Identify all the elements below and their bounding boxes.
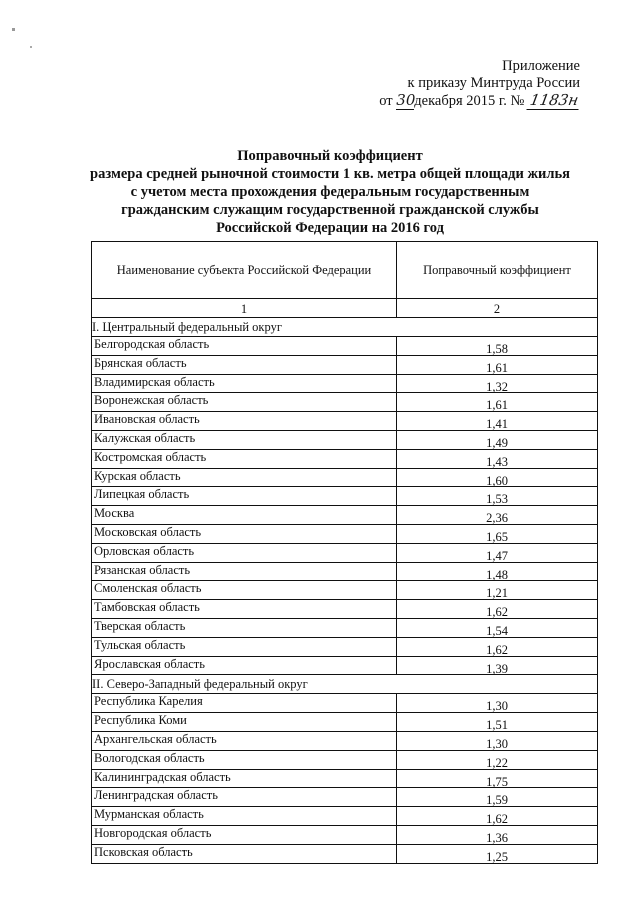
coefficient-value: 1,75 xyxy=(486,774,508,789)
region-name: Воронежская область xyxy=(92,393,397,411)
table-row xyxy=(92,336,597,355)
column-number-2: 2 xyxy=(493,302,501,316)
table-row xyxy=(92,769,597,788)
table-row xyxy=(92,449,597,468)
region-name: Брянская область xyxy=(92,356,397,374)
header-coefficient: Поправочный коэффициент xyxy=(423,262,571,277)
region-name: Ивановская область xyxy=(92,412,397,430)
coefficient-value: 1,21 xyxy=(486,586,508,601)
region-name: Рязанская область xyxy=(92,563,397,581)
coefficient-value: 1,62 xyxy=(486,642,508,657)
column-number-1: 1 xyxy=(92,299,397,317)
table-row xyxy=(92,656,597,675)
region-name: Орловская область xyxy=(92,544,397,562)
table-row xyxy=(92,392,597,411)
header-region-name: Наименование субъекта Российской Федерации xyxy=(92,242,397,298)
region-name: Псковская область xyxy=(92,845,397,863)
table-column-numbers-row xyxy=(92,298,597,317)
title-line-5: Российской Федерации на 2016 год xyxy=(216,220,444,236)
region-name: Калужская область xyxy=(92,431,397,449)
scan-speck xyxy=(30,46,32,48)
region-name: Курская область xyxy=(92,469,397,487)
coefficient-value: 1,60 xyxy=(486,473,508,488)
region-name: Тверская область xyxy=(92,619,397,637)
coefficient-value: 1,47 xyxy=(486,548,508,563)
annex-order-ref: к приказу Минтруда России xyxy=(407,75,580,91)
region-name: Вологодская область xyxy=(92,751,397,769)
table-row xyxy=(92,524,597,543)
table-row xyxy=(92,787,597,806)
coefficient-value: 1,49 xyxy=(486,435,508,450)
table-row xyxy=(92,731,597,750)
region-name: Тамбовская область xyxy=(92,600,397,618)
coefficient-value: 1,39 xyxy=(486,661,508,676)
table-row xyxy=(92,580,597,599)
table-row xyxy=(92,430,597,449)
coefficient-value: 1,65 xyxy=(486,529,508,544)
table-row xyxy=(92,411,597,430)
table-row xyxy=(92,618,597,637)
title-line-2: размера средней рыночной стоимости 1 кв. метра общей площади жилья xyxy=(90,166,570,182)
coefficient-value: 1,30 xyxy=(486,736,508,751)
coefficient-value: 1,32 xyxy=(486,379,508,394)
date-rest: декабря 2015 г. № xyxy=(414,93,525,109)
region-name: Тульская область xyxy=(92,638,397,656)
region-name: Ярославская область xyxy=(92,657,397,675)
table-row xyxy=(92,806,597,825)
region-name: Ленинградская область xyxy=(92,788,397,806)
region-name: Новгородская область xyxy=(92,826,397,844)
coefficient-value: 1,36 xyxy=(486,830,508,845)
region-name: Смоленская область xyxy=(92,581,397,599)
region-name: Белгородская область xyxy=(92,337,397,355)
region-name: Москва xyxy=(92,506,397,524)
table-row xyxy=(92,844,597,863)
coefficient-value: 1,61 xyxy=(486,360,508,375)
coefficient-value: 1,22 xyxy=(486,755,508,770)
table-row xyxy=(92,505,597,524)
table-row xyxy=(92,374,597,393)
table-row xyxy=(92,693,597,712)
scan-speck xyxy=(12,28,15,31)
table-row xyxy=(92,355,597,374)
handwritten-order-number: 1183н xyxy=(526,92,581,110)
section-header: II. Северо-Западный федеральный округ xyxy=(92,674,597,693)
coefficient-value: 2,36 xyxy=(486,511,508,526)
region-name: Костромская область xyxy=(92,450,397,468)
coefficient-value: 1,30 xyxy=(486,699,508,714)
region-name: Мурманская область xyxy=(92,807,397,825)
coefficient-value: 1,48 xyxy=(486,567,508,582)
region-name: Московская область xyxy=(92,525,397,543)
region-name: Архангельская область xyxy=(92,732,397,750)
title-line-1: Поправочный коэффициент xyxy=(237,148,423,164)
annex-date-line xyxy=(379,92,580,110)
coefficient-value: 1,59 xyxy=(486,793,508,808)
title-line-3: с учетом места прохождения федеральным государственным xyxy=(130,184,530,200)
coefficient-value: 1,62 xyxy=(486,605,508,620)
table-row xyxy=(92,543,597,562)
table-row xyxy=(92,750,597,769)
coefficient-value: 1,51 xyxy=(486,718,508,733)
title-line-4: гражданским служащим государственной гражданской службы xyxy=(121,202,539,218)
coefficient-value: 1,53 xyxy=(486,492,508,507)
date-prefix: от xyxy=(379,93,393,109)
coefficient-value: 1,25 xyxy=(486,849,508,864)
document-title xyxy=(70,147,590,237)
table-row xyxy=(92,712,597,731)
section-header: I. Центральный федеральный округ xyxy=(92,317,597,336)
coefficient-value: 1,62 xyxy=(486,812,508,827)
table-row xyxy=(92,637,597,656)
coefficient-table xyxy=(91,241,598,864)
handwritten-date-day: 30 xyxy=(396,91,416,109)
coefficient-value: 1,58 xyxy=(486,342,508,356)
coefficient-value: 1,54 xyxy=(486,623,508,638)
annex-block xyxy=(379,58,580,110)
coefficient-value: 1,41 xyxy=(486,417,508,432)
region-name: Владимирская область xyxy=(92,375,397,393)
table-header-row xyxy=(92,242,597,298)
region-name: Республика Коми xyxy=(92,713,397,731)
region-name: Республика Карелия xyxy=(92,694,397,712)
table-row xyxy=(92,599,597,618)
region-name: Калининградская область xyxy=(92,770,397,788)
annex-label: Приложение xyxy=(502,58,580,74)
coefficient-value: 1,61 xyxy=(486,398,508,413)
table-row xyxy=(92,468,597,487)
coefficient-value: 1,43 xyxy=(486,454,508,469)
table-row xyxy=(92,825,597,844)
region-name: Липецкая область xyxy=(92,487,397,505)
table-row xyxy=(92,562,597,581)
table-row xyxy=(92,486,597,505)
